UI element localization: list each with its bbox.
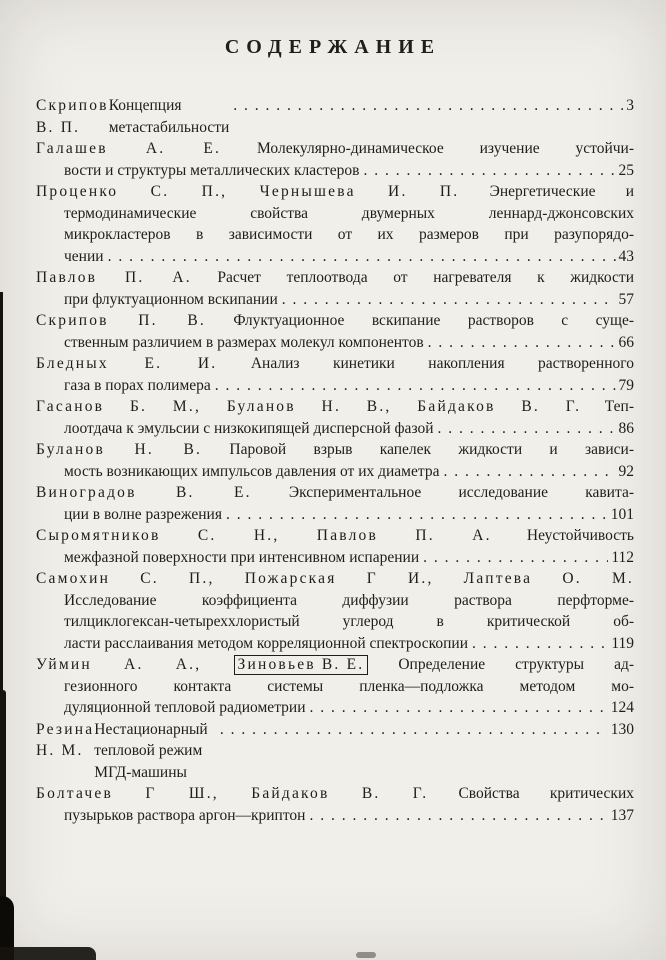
entry-authors: Самохин С. П., Пожарская Г И., Лаптева О. М. <box>36 570 634 587</box>
entry-authors: Сыромятников С. Н., Павлов П. А. <box>36 527 492 544</box>
entry-title-text: Энергетические и <box>459 183 634 200</box>
dot-leader <box>233 95 623 117</box>
dot-leader <box>428 332 616 354</box>
entry-continuation-line: термодинамические свойства двумерных леннард-джонсовских <box>64 204 634 222</box>
entry-title-text: Анализ кинетики накопления растворенного <box>217 355 634 372</box>
dot-leader <box>363 160 615 182</box>
entry-continuation-line: межфазной поверхности при интенсивном испарении . . . 112 <box>36 547 634 569</box>
toc-entry <box>36 783 634 826</box>
entry-continuation-line: Исследование коэффициента диффузии раствора перфторме- <box>64 591 634 609</box>
entry-authors: Буланов Н. В. <box>36 441 203 458</box>
scan-speck-bottom <box>356 952 376 958</box>
entry-continuation-line: гезионного контакта системы пленка—подложка методом мо- <box>64 677 634 695</box>
dot-leader <box>226 504 608 526</box>
entry-page-number: 3 <box>626 97 634 114</box>
entry-page-number: 79 <box>618 376 634 394</box>
entry-authors: Виноградов В. Е. <box>36 484 252 501</box>
entry-authors: Галашев А. Е. <box>36 140 222 157</box>
entry-page-number: 57 <box>618 290 634 308</box>
entry-title-text: Флуктуационное вскипание растворов с суще- <box>205 312 634 329</box>
entry-authors: Болтачев Г Ш., Байдаков В. Г. <box>36 785 429 802</box>
toc-entry <box>36 439 634 482</box>
dot-leader <box>438 418 616 440</box>
entry-continuation-line: пузырьков раствора аргон—криптон . . . 137 <box>36 805 634 827</box>
entry-page-number: 130 <box>610 720 634 738</box>
entry-continuation-line: ласти расслаивания методом корреляционной спектроскопии . . . 119 <box>36 633 634 655</box>
dot-leader <box>215 375 616 397</box>
toc-entry <box>36 181 634 267</box>
toc-entry <box>36 310 634 353</box>
entry-page-number: 43 <box>618 247 634 265</box>
dot-leader <box>310 697 608 719</box>
entry-continuation-line: дуляционной тепловой радиометрии . . . 124 <box>36 697 634 719</box>
entry-continuation-line: лоотдача к эмульсии с низкокипящей дисперсной фазой . . . 86 <box>36 418 634 440</box>
dot-leader <box>423 547 608 569</box>
dot-leader <box>108 246 616 268</box>
toc-list <box>36 95 634 826</box>
entry-continuation-line: ственным различием в размерах молекул компонентов . . . 66 <box>36 332 634 354</box>
boxed-author-name: Зиновьев В. Е. <box>234 655 369 675</box>
entry-page-number: 25 <box>618 161 634 179</box>
entry-continuation-line: чении . . . 43 <box>36 246 634 268</box>
entry-continuation-line: тилциклогексан-четыреххлористый углерод в критической об- <box>64 613 634 630</box>
dot-leader <box>220 719 608 741</box>
entry-continuation-line: ции в волне разрежения . . . 101 <box>36 504 634 526</box>
entry-title-text: Экспериментальное исследование кавита- <box>251 484 634 501</box>
entry-page-number: 119 <box>611 634 634 652</box>
toc-entry <box>36 95 634 138</box>
entry-title-text: Свойства критических <box>428 785 634 802</box>
entry-page-number: 137 <box>610 806 634 824</box>
entry-continuation-line: микрокластеров в зависимости от их размеров при разупорядо- <box>64 226 634 243</box>
entry-page-number: 66 <box>618 333 634 351</box>
toc-entry <box>36 654 634 719</box>
dot-leader <box>443 461 615 483</box>
toc-entry <box>36 138 634 181</box>
dot-leader <box>309 805 607 827</box>
entry-title-text: Молекулярно-динамическое изучение устойчи- <box>221 140 635 157</box>
entry-authors: Резина Н. М. <box>36 720 95 759</box>
entry-authors: Скрипов П. В. <box>36 312 206 329</box>
entry-authors: Бледных Е. И. <box>36 355 218 372</box>
toc-entry <box>36 396 634 439</box>
toc-entry <box>36 482 634 525</box>
entry-title-text: Паровой взрыв капелек жидкости и зависи- <box>202 441 634 458</box>
entry-authors: Проценко С. П., Чернышева И. П. <box>36 183 460 200</box>
entry-continuation-line: мость возникающих импульсов давления от их диаметра . . . 92 <box>36 461 634 483</box>
entry-page-number: 112 <box>611 548 634 566</box>
entry-authors: Уймин А. А., Зиновьев В. Е. <box>36 656 368 673</box>
entry-continuation-line: газа в порах полимера . . . 79 <box>36 375 634 397</box>
entry-authors: Скрипов В. П. <box>36 97 109 136</box>
entry-title-text: Определение структуры ад- <box>368 656 634 673</box>
toc-entry <box>36 267 634 310</box>
dot-leader <box>282 289 616 311</box>
entry-authors: Павлов П. А. <box>36 269 192 286</box>
toc-entry <box>36 525 634 568</box>
entry-title-text: Нестационарный тепловой режим МГД-машины <box>94 720 208 781</box>
entry-title-text: Неустойчивость <box>491 527 635 544</box>
entry-title-text: Расчет теплоотвода от нагревателя к жидкости <box>191 269 634 286</box>
toc-entry <box>36 719 634 784</box>
entry-page-number: 92 <box>618 462 634 480</box>
entry-title-text: Теп- <box>581 398 634 415</box>
scan-smudge-bottom <box>0 947 96 960</box>
entry-page-number: 124 <box>610 699 634 716</box>
toc-entry <box>36 353 634 396</box>
entry-authors: Гасанов Б. М., Буланов Н. В., Байдаков В. Г. <box>36 398 582 415</box>
entry-page-number: 86 <box>618 419 634 437</box>
entry-page-number: 101 <box>610 505 634 523</box>
toc-entry <box>36 568 634 654</box>
page-title: СОДЕРЖАНИЕ <box>224 36 442 58</box>
dot-leader <box>472 633 608 655</box>
entry-title-text: Концепция метастабильности <box>108 97 230 136</box>
entry-continuation-line: вости и структуры металлических кластеров . . . 25 <box>36 160 634 182</box>
entry-continuation-line: при флуктуационном вскипании . . . 57 <box>36 289 634 311</box>
